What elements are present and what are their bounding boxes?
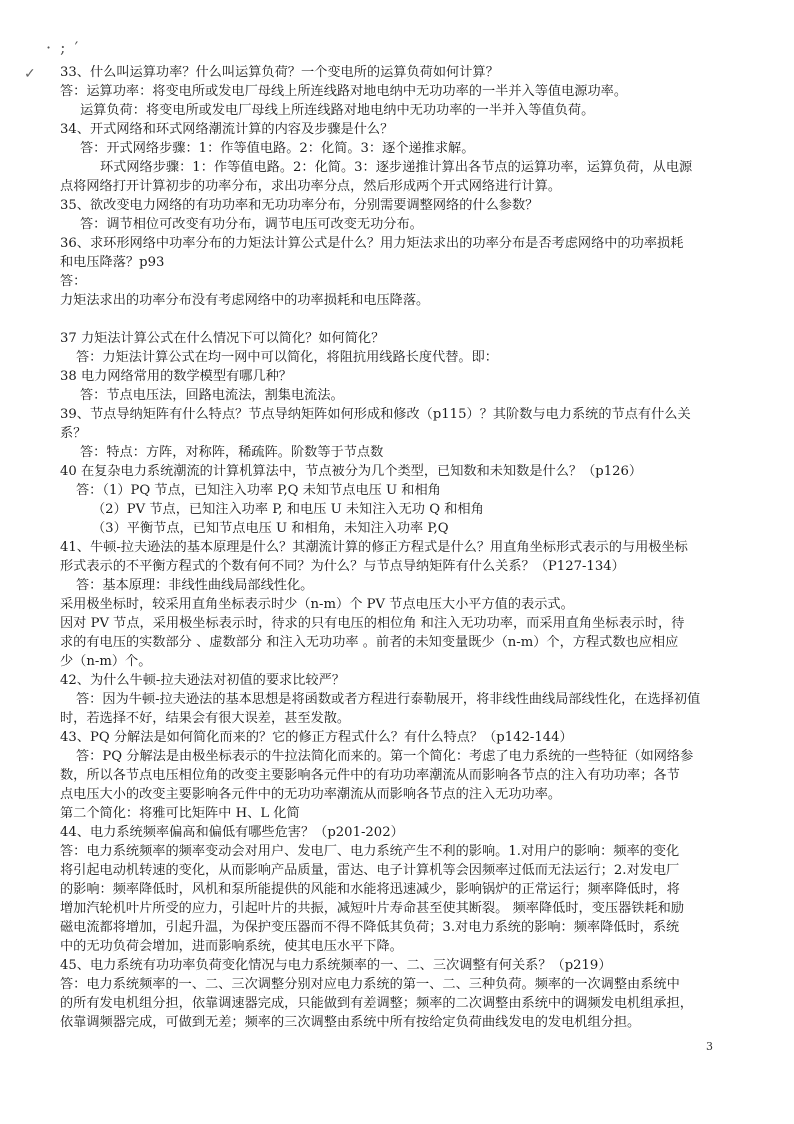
scan-artifact-mark: · ; ′: [46, 38, 81, 57]
text-line: 力矩法求出的功率分布没有考虑网络中的功率损耗和电压降落。: [60, 293, 430, 308]
text-line: 答：开式网络步骤：1：作等值电路。2：化简。3：逐个递推求解。: [80, 141, 475, 156]
text-line: 磁电流都将增加，引起升温，为保护变压器而不得不降低其负荷；3.对电力系统的影响：频率降低时，系统: [60, 920, 680, 935]
text-line: 采用极坐标时，较采用直角坐标表示时少（n-m）个 PV 节点电压大小平方值的表示式。: [60, 597, 574, 612]
text-line: 求的有电压的实数部分 、虚数部分 和注入无功功率 。前者的未知变量既少（n-m）个，方程式数也应相应: [60, 635, 679, 650]
text-line: 答：基本原理：非线性曲线局部线性化。: [76, 578, 314, 593]
text-line: 42、为什么牛顿-拉夫逊法对初值的要求比较严？: [60, 673, 345, 688]
text-line: 数，所以各节点电压相位角的改变主要影响各元件中的有功功率潮流从而影响各节点的注入有功功率；各节: [60, 768, 680, 783]
page-number: 3: [706, 1040, 713, 1053]
text-line: 41、牛顿-拉夫逊法的基本原理是什么？其潮流计算的修正方程式是什么？用直角坐标形式表示的与用极坐标: [60, 540, 688, 555]
text-line: 系？: [60, 426, 87, 441]
text-line: 答：电力系统频率的频率变动会对用户、发电厂、电力系统产生不利的影响。1.对用户的影响：频率的变化: [60, 844, 680, 859]
text-line: 运算负荷：将变电所或发电厂母线上所连线路对地电纳中无功功率的一半并入等值负荷。: [80, 103, 595, 118]
text-line: 43、PQ 分解法是如何简化而来的？它的修正方程式什么？有什么特点？（p142-144）: [60, 730, 573, 745]
text-line: 答：: [60, 274, 87, 289]
text-line: 答：节点电压法，回路电流法，割集电流法。: [80, 388, 344, 403]
text-line: 因对 PV 节点，采用极坐标表示时，待求的只有电压的相位角 和注入无功功率，而采用直角坐标表示时，待: [60, 616, 685, 631]
text-line: 的影响：频率降低时，风机和泵所能提供的风能和水能将迅速减少，影响锅炉的正常运行；频率降低时，将: [60, 882, 680, 897]
text-line: 40 在复杂电力系统潮流的计算机算法中，节点被分为几个类型，已知数和未知数是什么？（p126）: [60, 464, 643, 479]
text-line: 答：特点：方阵，对称阵，稀疏阵。阶数等于节点数: [80, 445, 384, 460]
text-line: 答：PQ 分解法是由极坐标表示的牛拉法简化而来的。第一个简化：考虑了电力系统的一些特征（如网络参: [76, 749, 694, 764]
text-line: 答：电力系统频率的一、二、三次调整分别对应电力系统的第一、二、三种负荷。频率的一次调整由系统中: [60, 977, 680, 992]
text-line: 38 电力网络常用的数学模型有哪几种？: [60, 369, 292, 384]
text-line: 点将网络打开计算初步的功率分布，求出功率分点，然后形成两个开式网络进行计算。: [60, 179, 562, 194]
text-line: 环式网络步骤：1：作等值电路。2：化简。3：逐步递推计算出各节点的运算功率，运算负荷，从电源: [100, 160, 693, 175]
text-line: （3）平衡节点，已知节点电压 U 和相角，未知注入功率 P,Q: [92, 521, 449, 536]
text-line: 第二个简化：将雅可比矩阵中 H、L 化简: [60, 806, 300, 821]
text-line: 中的无功负荷会增加，进而影响系统，使其电压水平下降。: [60, 939, 403, 954]
text-line: 35、欲改变电力网络的有功功率和无功功率分布，分别需要调整网络的什么参数？: [60, 198, 539, 213]
text-line: 答：因为牛顿-拉夫逊法的基本思想是将函数或者方程进行泰勒展开，将非线性曲线局部线性化，在选择初值: [76, 692, 701, 707]
text-line: （2）PV 节点，已知注入功率 P, 和电压 U 未知注入无功 Q 和相角: [92, 502, 484, 517]
text-line: 形式表示的不平衡方程式的个数有何不同？为什么？与节点导纳矩阵有什么关系？（P127-134）: [60, 559, 625, 574]
text-line: 少（n-m）个。: [60, 654, 152, 669]
text-line: 将引起电动机转速的变化，从而影响产品质量，雷达、电子计算机等会因频率过低而无法运行；2.对发电厂: [60, 863, 680, 878]
text-line: 依靠调频器完成，可做到无差；频率的三次调整由系统中所有按给定负荷曲线发电的发电机组分担。: [60, 1015, 641, 1030]
text-line: 34、开式网络和环式网络潮流计算的内容及步骤是什么？: [60, 122, 394, 137]
text-line: 39、节点导纳矩阵有什么特点？节点导纳矩阵如何形成和修改（p115）？其阶数与电力系统的节点有什么关: [60, 407, 691, 422]
text-line: 和电压降落？p93: [60, 255, 165, 270]
text-line: 44、电力系统频率偏高和偏低有哪些危害？（p201-202）: [60, 825, 404, 840]
text-line: 答：（1）PQ 节点，已知注入功率 P,Q 未知节点电压 U 和相角: [76, 483, 441, 498]
text-line: 45、电力系统有功功率负荷变化情况与电力系统频率的一、二、三次调整有何关系？（p219）: [60, 958, 612, 973]
text-line: 36、求环形网络中功率分布的力矩法计算公式是什么？用力矩法求出的功率分布是否考虑网络中的功率损耗: [60, 236, 684, 251]
text-line: 答：调节相位可改变有功分布，调节电压可改变无功分布。: [80, 217, 423, 232]
text-line: 答：力矩法计算公式在均一网中可以简化，将阻抗用线路长度代替。即：: [76, 350, 498, 365]
check-mark-icon: ✓: [24, 66, 36, 82]
text-line: 33、什么叫运算功率？什么叫运算负荷？一个变电所的运算负荷如何计算？: [60, 65, 499, 80]
text-line: 增加汽轮机叶片所受的应力，引起叶片的共振，减短叶片寿命甚至使其断裂。 频率降低时，变压器铁耗和励: [60, 901, 685, 916]
text-line: 答：运算功率：将变电所或发电厂母线上所连线路对地电纳中无功功率的一半并入等值电源功率。: [60, 84, 628, 99]
text-line: 的所有发电机组分担，依靠调速器完成，只能做到有差调整；频率的二次调整由系统中的调频发电机组承担，: [60, 996, 693, 1011]
text-line: 点电压大小的改变主要影响各元件中的无功功率潮流从而影响各节点的注入无功功率。: [60, 787, 562, 802]
text-line: 时，若选择不好，结果会有很大误差，甚至发散。: [60, 711, 351, 726]
text-line: 37 力矩法计算公式在什么情况下可以简化？如何简化？: [60, 331, 385, 346]
